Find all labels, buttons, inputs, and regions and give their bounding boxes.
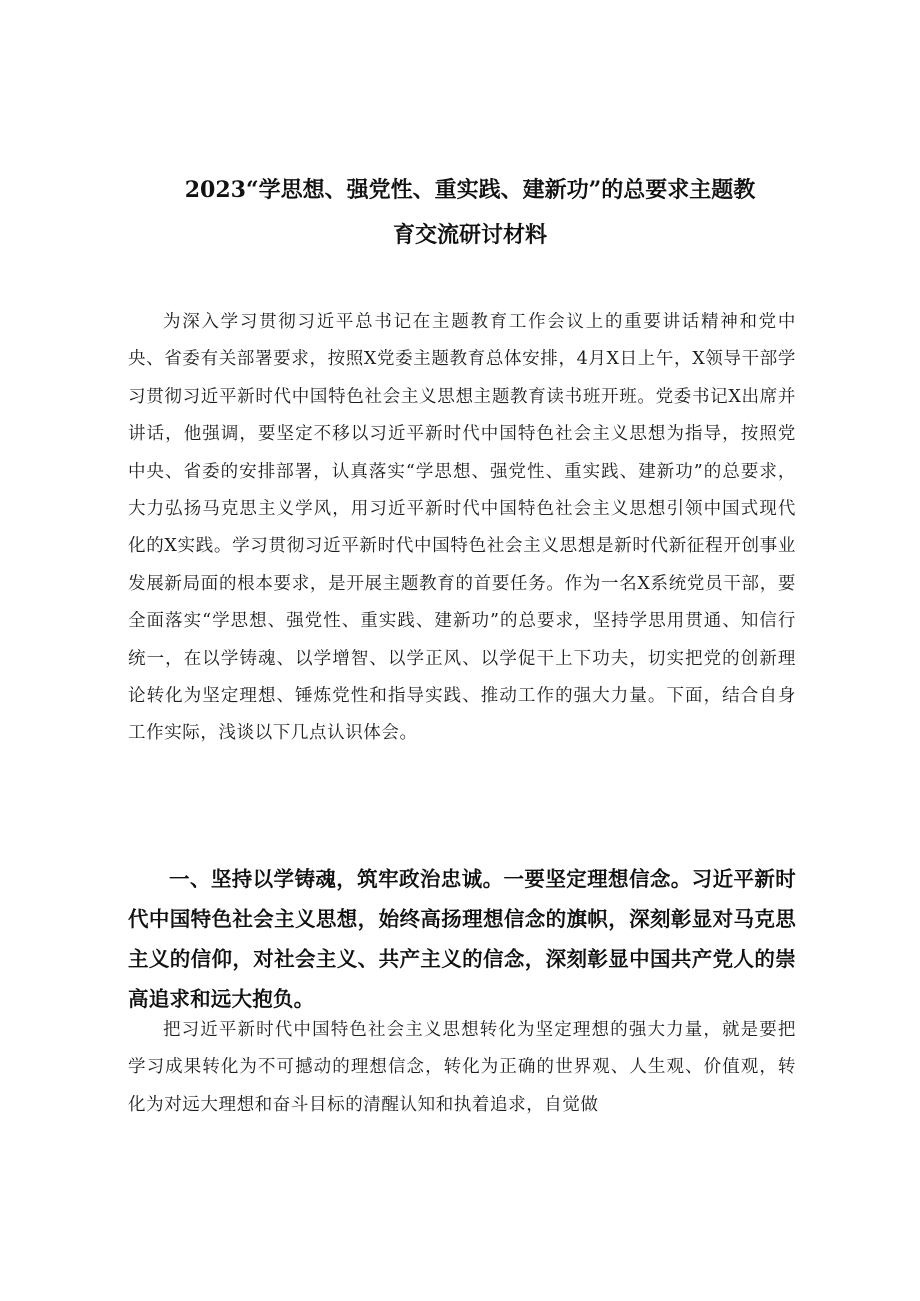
intro-paragraph: 为深入学习贯彻习近平总书记在主题教育工作会议上的重要讲话精神和党中央、省委有关部署要求，按照X党委主题教育总体安排，4月X日上午，X领导干部学习贯彻习近平新时代中国特色社会主义思想主题教育读书班开班。党委书记X出席并讲话，他强调，要坚定不移以习近平新时代中国特色社会主义思想为指导，按照党中央、省委的安排部署，认真落实“学思想、强党性、重实践、建新功”的总要求，大力弘扬马克思主义学风，用习近平新时代中国特色社会主义思想引领中国式现代化的X实践。学习贯彻习近平新时代中国特色社会主义思想是新时代新征程开创事业发展新局面的根本要求，是开展主题教育的首要任务。作为一名X系统党员干部，要全面落实“学思想、强党性、重实践、建新功”的总要求，坚持学思用贯通、知信行统一，在以学铸魂、以学增智、以学正风、以学促干上下功夫，切实把党的创新理论转化为坚定理想、锤炼党性和指导实践、推动工作的强大力量。下面，结合自身工作实际，浅谈以下几点认识体会。 (128, 312, 796, 744)
document-title (130, 168, 810, 258)
body-paragraph: 把习近平新时代中国特色社会主义思想转化为坚定理想的强大力量，就是要把学习成果转化为不可撼动的理想信念，转化为正确的世界观、人生观、价值观，转化为对远大理想和奋斗目标的清醒认知和执着追求，自觉做 (128, 1020, 796, 1115)
section-heading-paragraph: 一、坚持以学铸魂，筑牢政治忠诚。一要坚定理想信念。习近平新时代中国特色社会主义思想，始终高扬理想信念的旗帜，深刻彰显对马克思主义的信仰，对社会主义、共产主义的信念，深刻彰显中国共产党人的崇高追求和远大抱负。 (128, 867, 796, 1011)
title-line-1: 2023“学思想、强党性、重实践、建新功”的总要求主题教 (184, 177, 756, 203)
title-line-2: 育交流研讨材料 (392, 222, 547, 248)
